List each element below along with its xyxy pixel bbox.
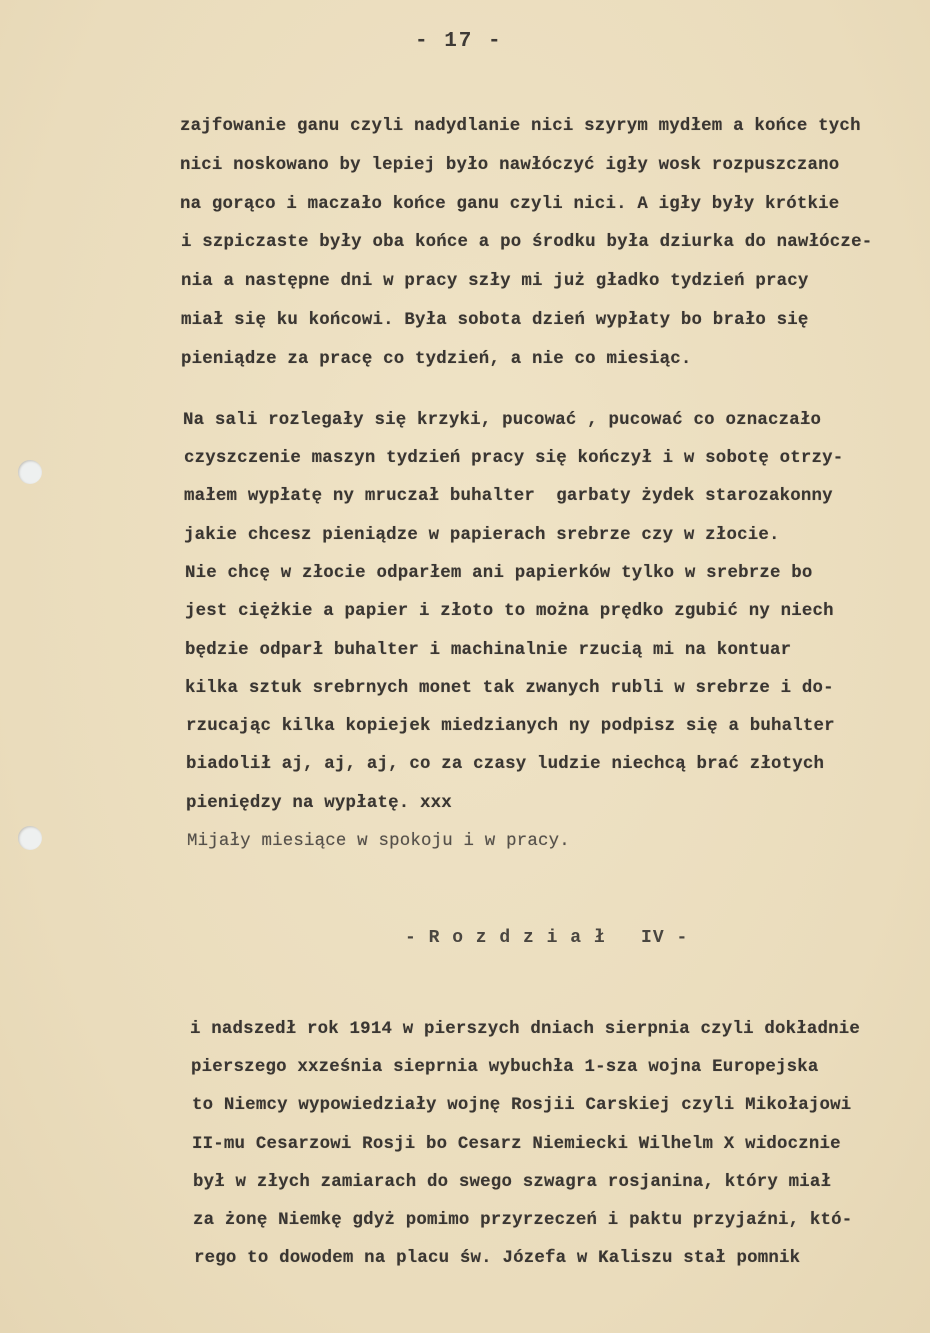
text-line: Mijały miesiące w spokoju i w pracy.	[187, 832, 570, 851]
text-line: był w złych zamiarach do swego szwagra rosjanina, który miał	[193, 1173, 832, 1192]
text-line: II-mu Cesarzowi Rosji bo Cesarz Niemiecki Wilhelm X widocznie	[192, 1135, 841, 1154]
text-line: pierszego xxześnia sieprnia wybuchła 1-sza wojna Europejska	[191, 1058, 819, 1077]
text-line: Na sali rozlegały się krzyki, pucować , pucować co oznaczało	[183, 411, 822, 430]
text-line: i szpiczaste były oba końce a po środku była dziurka do nawłócze-	[181, 233, 873, 252]
text-line: Nie chcę w złocie odparłem ani papierków tylko w srebrze bo	[185, 564, 813, 583]
text-line: nici noskowano by lepiej było nawłóczyć igły wosk rozpuszczano	[180, 156, 840, 175]
text-line: jest ciężkie a papier i złoto to można prędko zgubić ny niech	[185, 602, 834, 621]
punch-hole	[18, 826, 42, 850]
punch-hole	[18, 460, 42, 484]
text-line: za żonę Niemkę gdyż pomimo przyrzeczeń i paktu przyjaźni, któ-	[193, 1211, 853, 1230]
text-line: pieniądze za pracę co tydzień, a nie co miesiąc.	[181, 350, 692, 369]
text-line: na gorąco i maczało końce ganu czyli nici. A igły były krótkie	[180, 195, 840, 214]
text-line: zajfowanie ganu czyli nadydlanie nici szyrym mydłem a końce tych	[180, 117, 861, 136]
text-line: małem wypłatę ny mruczał buhalter garbaty żydek starozakonny	[184, 487, 833, 506]
text-line: kilka sztuk srebrnych monet tak zwanych rubli w srebrze i do-	[185, 679, 834, 698]
page-number: - 17 -	[415, 30, 503, 53]
text-line: pieniędzy na wypłatę. xxx	[186, 794, 452, 813]
text-line: będzie odparł buhalter i machinalnie rzucią mi na kontuar	[185, 641, 792, 660]
text-line: biadolił aj, aj, aj, co za czasy ludzie niechcą brać złotych	[186, 755, 825, 774]
text-line: czyszczenie maszyn tydzień pracy się kończył i w sobotę otrzy-	[184, 449, 844, 468]
text-line: jakie chcesz pieniądze w papierach srebrze czy w złocie.	[184, 526, 780, 545]
text-line: nia a następne dni w pracy szły mi już gładko tydzień pracy	[181, 272, 809, 291]
text-line: rego to dowodem na placu św. Józefa w Kaliszu stał pomnik	[194, 1249, 801, 1268]
chapter-heading: - R o z d z i a ł IV -	[405, 928, 689, 948]
text-line: to Niemcy wypowiedziały wojnę Rosjii Carskiej czyli Mikołajowi	[192, 1096, 852, 1115]
text-line: i nadszedł rok 1914 w pierszych dniach sierpnia czyli dokładnie	[190, 1020, 861, 1039]
text-line: rzucając kilka kopiejek miedzianych ny podpisz się a buhalter	[186, 717, 835, 736]
text-line: miał się ku końcowi. Była sobota dzień wypłaty bo brało się	[181, 311, 809, 330]
